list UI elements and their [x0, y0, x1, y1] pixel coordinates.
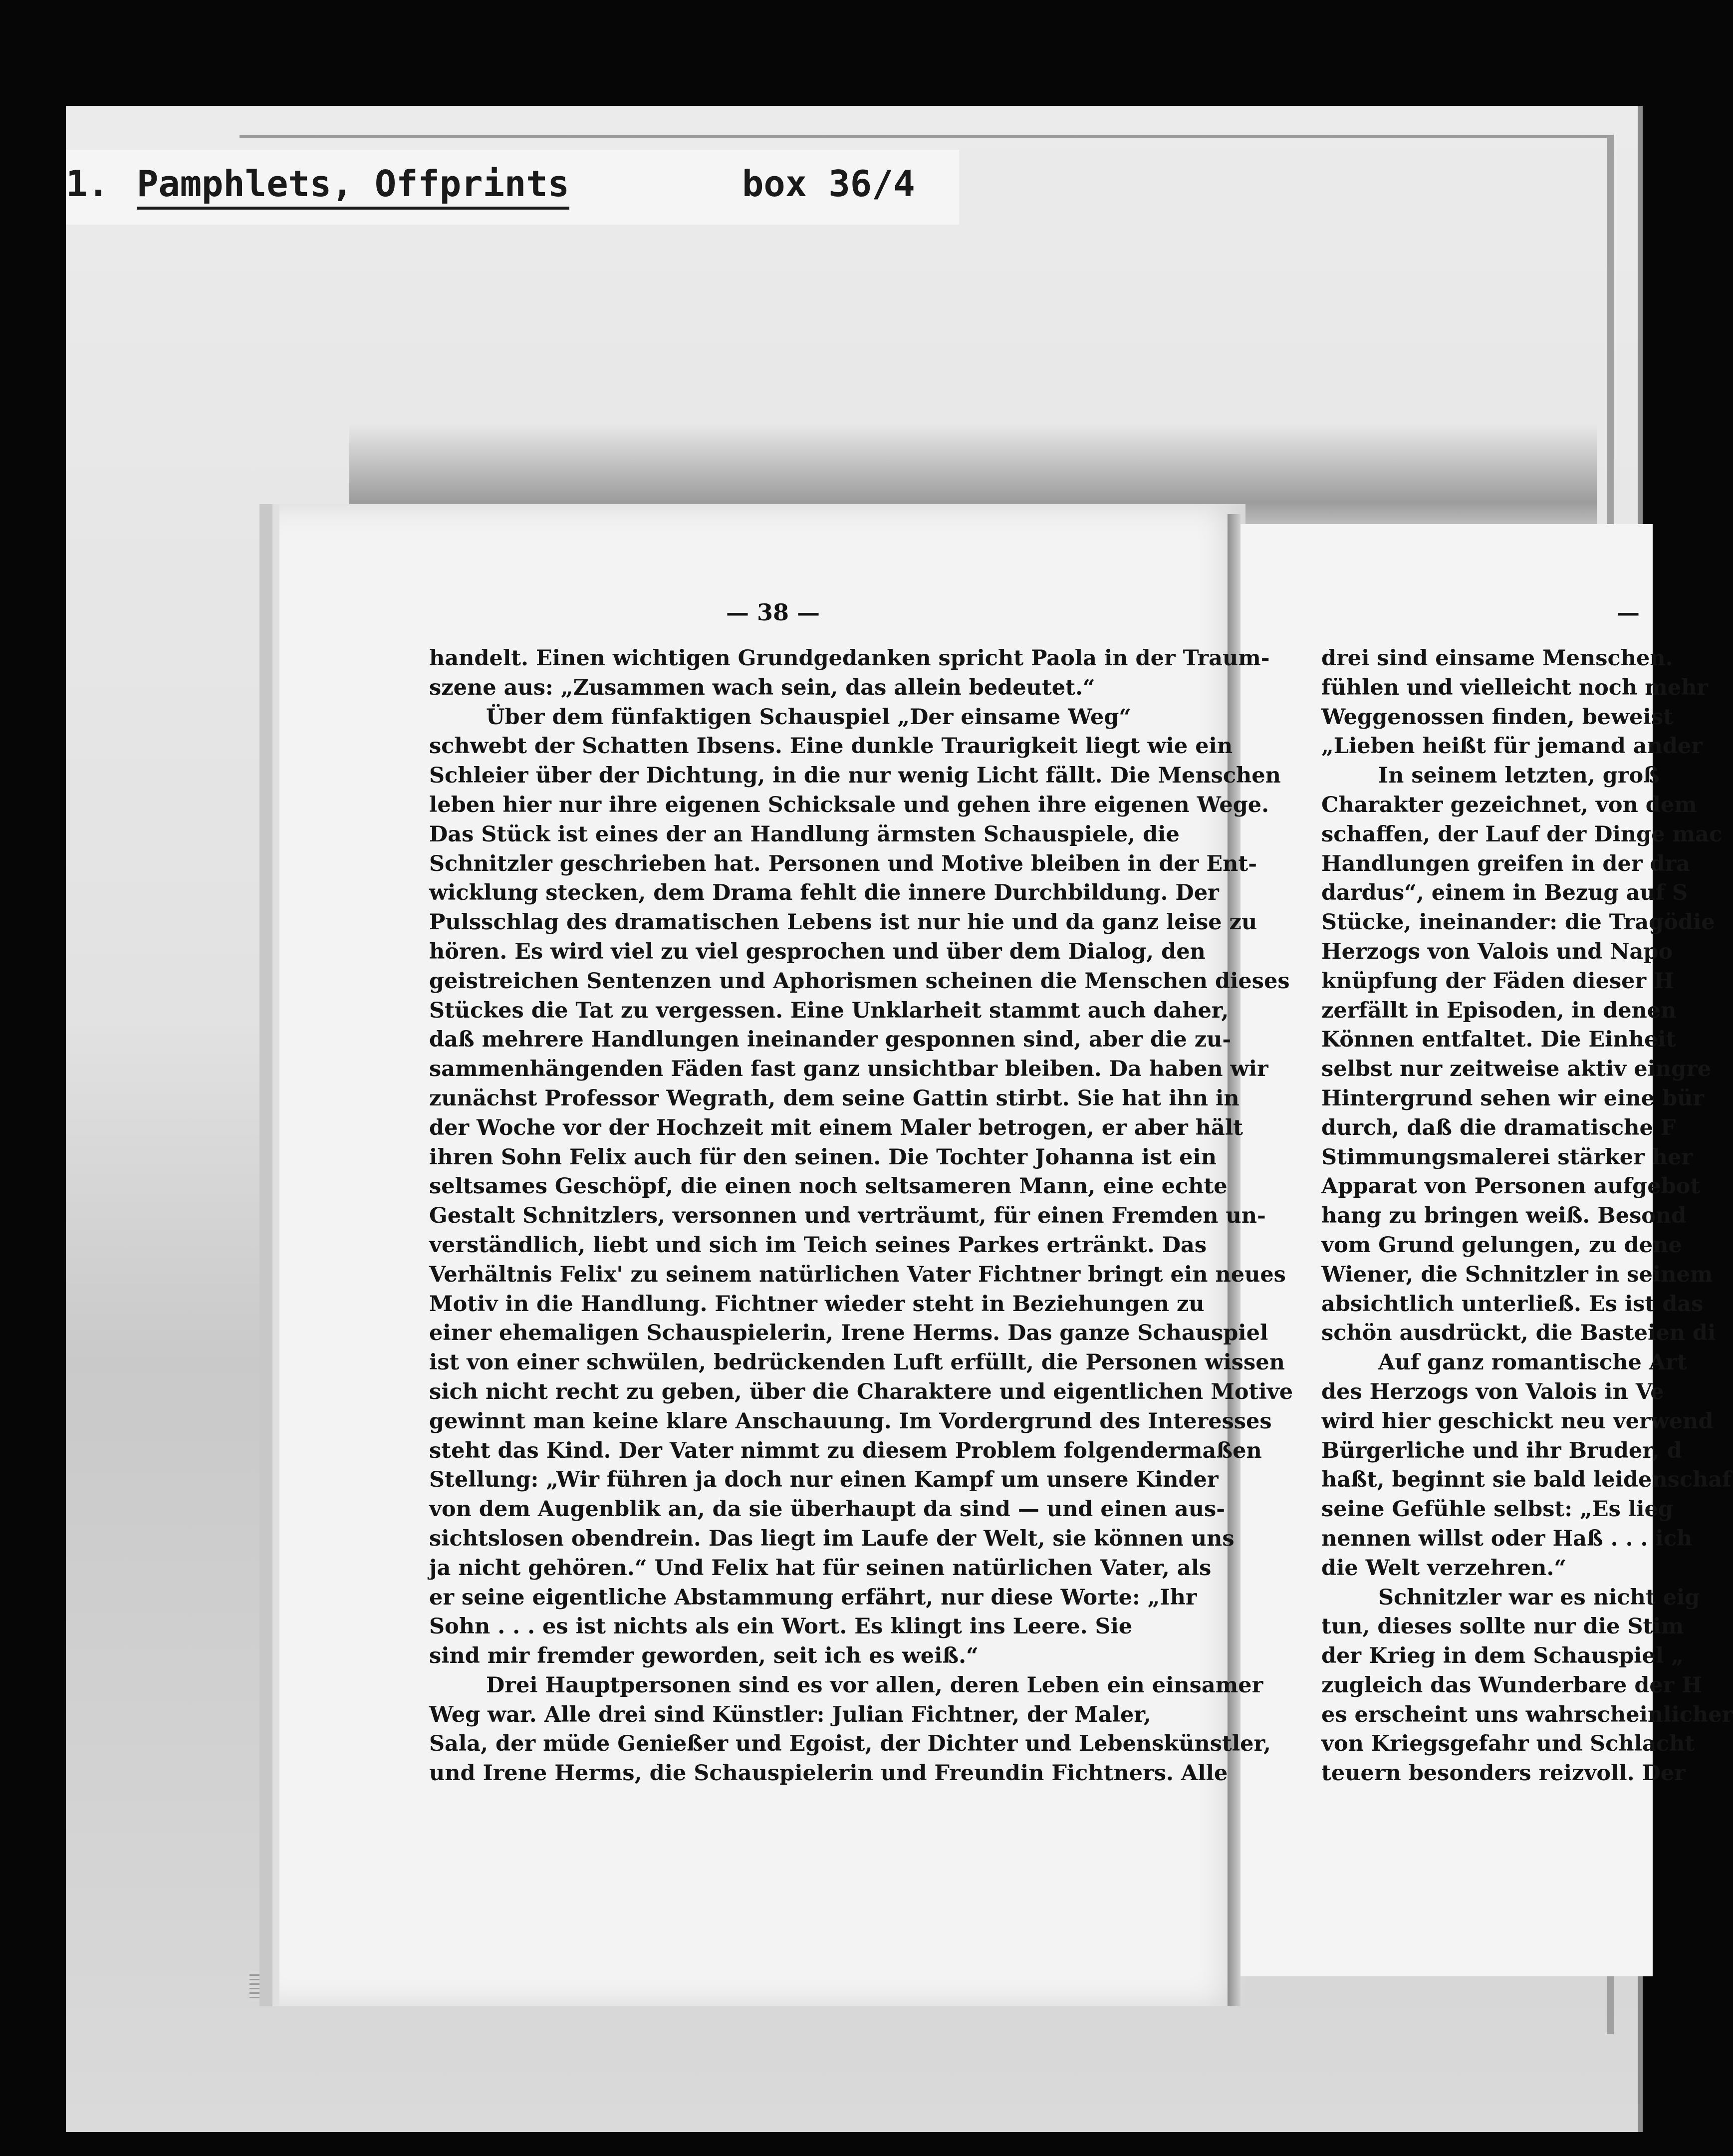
- text-line: absichtlich unterließ. Es ist das: [1321, 1291, 1704, 1317]
- text-line: Pulsschlag des dramatischen Lebens ist nur hie und da ganz leise zu: [429, 910, 1257, 935]
- label-number: 1.: [66, 163, 109, 205]
- text-line: Handlungen greifen in der dra: [1321, 851, 1691, 876]
- text-line: von Kriegsgefahr und Schlacht: [1321, 1731, 1695, 1757]
- text-line: geistreichen Sentenzen und Aphorismen scheinen die Menschen dieses: [429, 968, 1290, 994]
- text-line: Bürgerliche und ihr Bruder, d: [1321, 1438, 1682, 1463]
- text-line: Schleier über der Dichtung, in die nur wenig Licht fällt. Die Menschen: [429, 763, 1281, 789]
- text-line: sich nicht recht zu geben, über die Charaktere und eigentlichen Motive: [429, 1379, 1293, 1404]
- text-line: handelt. Einen wichtigen Grundgedanken spricht Paola in der Traum-: [429, 646, 1270, 671]
- label-box: box 36/4: [742, 163, 915, 205]
- left-page-text: [429, 644, 1293, 1788]
- text-line: selbst nur zeitweise aktiv eingre: [1321, 1057, 1712, 1082]
- archive-label: [66, 150, 959, 225]
- text-line: verständlich, liebt und sich im Teich seines Parkes ertränkt. Das: [429, 1232, 1207, 1258]
- text-line: Sala, der müde Genießer und Egoist, der Dichter und Lebenskünstler,: [429, 1731, 1271, 1757]
- text-line: Motiv in die Handlung. Fichtner wieder steht in Beziehungen zu: [429, 1291, 1205, 1317]
- text-line: der Krieg in dem Schauspiel „: [1321, 1643, 1684, 1669]
- text-line: Sohn . . . es ist nichts als ein Wort. Es klingt ins Leere. Sie: [429, 1614, 1133, 1639]
- page-number-right: —: [1617, 599, 1640, 626]
- text-line: Weg war. Alle drei sind Künstler: Julian Fichtner, der Maler,: [429, 1702, 1151, 1727]
- text-line: Das Stück ist eines der an Handlung ärmsten Schauspiele, die: [429, 821, 1180, 847]
- text-line: Können entfaltet. Die Einheit: [1321, 1027, 1676, 1053]
- label-series: Pamphlets, Offprints: [137, 163, 569, 210]
- text-line: In seinem letzten, groß: [1378, 763, 1660, 789]
- text-line: einer ehemaligen Schauspielerin, Irene Herms. Das ganze Schauspiel: [429, 1321, 1268, 1346]
- text-line: von dem Augenblik an, da sie überhaupt da sind — und einen aus-: [429, 1497, 1226, 1522]
- text-line: „Lieben heißt für jemand ander: [1321, 734, 1703, 759]
- text-line: er seine eigentliche Abstammung erfährt, nur diese Worte: „Ihr: [429, 1585, 1197, 1610]
- text-line: steht das Kind. Der Vater nimmt zu diesem Problem folgendermaßen: [429, 1438, 1262, 1463]
- text-line: Schnitzler geschrieben hat. Personen und Motive bleiben in der Ent-: [429, 851, 1257, 876]
- text-line: sind mir fremder geworden, seit ich es weiß.“: [429, 1643, 979, 1669]
- text-line: Schnitzler war es nicht eig: [1378, 1585, 1700, 1610]
- text-line: teuern besonders reizvoll. Der: [1321, 1761, 1686, 1786]
- text-line: Charakter gezeichnet, von dem: [1321, 792, 1697, 817]
- text-line: hang zu bringen weiß. Besond: [1321, 1203, 1687, 1229]
- text-line: dardus“, einem in Bezug auf S: [1321, 880, 1688, 906]
- text-line: Apparat von Personen aufgebot: [1321, 1174, 1701, 1199]
- text-line: schaffen, der Lauf der Dinge mac: [1321, 821, 1723, 847]
- text-line: wicklung stecken, dem Drama fehlt die innere Durchbildung. Der: [429, 880, 1219, 906]
- text-line: Stückes die Tat zu vergessen. Eine Unklarheit stammt auch daher,: [429, 998, 1229, 1023]
- text-line: Drei Hauptpersonen sind es vor allen, deren Leben ein einsamer: [486, 1672, 1263, 1698]
- text-line: Stücke, ineinander: die Tragödie: [1321, 910, 1715, 935]
- text-line: leben hier nur ihre eigenen Schicksale und gehen ihre eigenen Wege.: [429, 792, 1269, 817]
- text-line: Hintergrund sehen wir eine bür: [1321, 1085, 1705, 1111]
- text-line: Gestalt Schnitzlers, versonnen und verträumt, für einen Fremden un-: [429, 1203, 1266, 1229]
- text-line: Weggenossen finden, beweist: [1321, 704, 1673, 730]
- text-line: seine Gefühle selbst: „Es lieg: [1321, 1497, 1673, 1522]
- text-line: des Herzogs von Valois in Ve: [1321, 1379, 1664, 1404]
- text-line: sammenhängenden Fäden fast ganz unsichtbar bleiben. Da haben wir: [429, 1057, 1268, 1082]
- text-line: vom Grund gelungen, zu dene: [1321, 1232, 1682, 1258]
- text-line: Wiener, die Schnitzler in seinem: [1321, 1262, 1713, 1287]
- text-line: nennen willst oder Haß . . . ich: [1321, 1526, 1693, 1551]
- text-line: wird hier geschickt neu verwend: [1321, 1408, 1714, 1434]
- text-line: knüpfung der Fäden dieser H: [1321, 968, 1674, 994]
- text-line: und Irene Herms, die Schauspielerin und Freundin Fichtners. Alle: [429, 1761, 1228, 1786]
- text-line: Herzogs von Valois und Napo: [1321, 939, 1673, 964]
- page-number-left: — 38 —: [726, 599, 820, 626]
- text-line: zunächst Professor Wegrath, dem seine Gattin stirbt. Sie hat ihn in: [429, 1085, 1239, 1111]
- text-line: ja nicht gehören.“ Und Felix hat für seinen natürlichen Vater, als: [429, 1555, 1212, 1581]
- text-line: Stellung: „Wir führen ja doch nur einen Kampf um unsere Kinder: [429, 1467, 1219, 1493]
- text-line: schwebt der Schatten Ibsens. Eine dunkle Traurigkeit liegt wie ein: [429, 734, 1233, 759]
- text-line: daß mehrere Handlungen ineinander gesponnen sind, aber die zu-: [429, 1027, 1232, 1053]
- text-line: Auf ganz romantische Art: [1378, 1350, 1687, 1375]
- text-line: zerfällt in Episoden, in denen: [1321, 998, 1677, 1023]
- text-line: durch, daß die dramatische F: [1321, 1115, 1676, 1140]
- text-line: schön ausdrückt, die Basteien di: [1321, 1321, 1716, 1346]
- text-line: tun, dieses sollte nur die Stim: [1321, 1614, 1684, 1639]
- text-line: Über dem fünfaktigen Schauspiel „Der einsame Weg“: [486, 704, 1132, 730]
- text-line: fühlen und vielleicht noch mehr: [1321, 675, 1708, 700]
- text-line: gewinnt man keine klare Anschauung. Im Vordergrund des Interesses: [429, 1408, 1272, 1434]
- text-line: der Woche vor der Hochzeit mit einem Maler betrogen, er aber hält: [429, 1115, 1243, 1140]
- text-line: szene aus: „Zusammen wach sein, das allein bedeutet.“: [429, 675, 1095, 700]
- right-page-text: [1321, 644, 1733, 1788]
- text-line: ihren Sohn Felix auch für den seinen. Die Tochter Johanna ist ein: [429, 1144, 1217, 1170]
- text-line: drei sind einsame Menschen.: [1321, 646, 1673, 671]
- text-line: hören. Es wird viel zu viel gesprochen und über dem Dialog, den: [429, 939, 1206, 964]
- text-line: es erscheint uns wahrscheinlicher: [1321, 1702, 1733, 1727]
- text-line: sichtslosen obendrein. Das liegt im Laufe der Welt, sie können uns: [429, 1526, 1235, 1551]
- text-line: haßt, beginnt sie bald leidenschaf: [1321, 1467, 1732, 1493]
- text-line: zugleich das Wunderbare der H: [1321, 1672, 1703, 1698]
- text-line: Stimmungsmalerei stärker her: [1321, 1144, 1693, 1170]
- text-line: seltsames Geschöpf, die einen noch seltsameren Mann, eine echte: [429, 1174, 1228, 1199]
- text-line: die Welt verzehren.“: [1321, 1555, 1567, 1581]
- text-line: ist von einer schwülen, bedrückenden Luft erfüllt, die Personen wissen: [429, 1350, 1285, 1375]
- text-line: Verhältnis Felix' zu seinem natürlichen Vater Fichtner bringt ein neues: [429, 1262, 1286, 1287]
